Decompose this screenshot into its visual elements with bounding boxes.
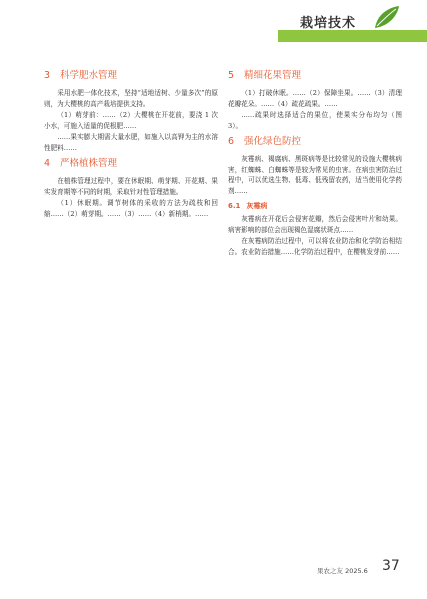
section-heading: 5 精细花果管理: [228, 70, 302, 81]
paragraph: （1）打破休眠。……（2）保障坐果。……（3）清理花瓣花朵。……（4）疏花疏果。……: [228, 89, 402, 108]
subsection-heading: 6.1 灰霉病: [228, 202, 268, 210]
page-header: [0, 0, 427, 58]
paragraph: 采用水肥一体化技术，坚持“适地适树、少量多次”的原则，为大樱桃的高产栽培提供支持。: [44, 89, 218, 108]
paragraph: （1）休眠期。调节树体的采收的方法为疏枝和回缩……（2）萌芽期。……（3）……（4）新梢期。……: [44, 199, 218, 218]
paragraph: ……疏果时选择适合的果位，使果实分布均匀（图 3）。: [228, 111, 402, 130]
paragraph: 灰霉病、褐腐病、黑斑病等是比较常见的设施大樱桃病害，红蜘蛛、白蜘蛛等是较为常见的虫害。在病虫害防治过程中，可以优选生物、低毒、低残留农药，适当使用化学药剂……: [228, 155, 402, 195]
leaf-icon: [372, 4, 402, 30]
section-heading: 4 严格植株管理: [44, 158, 118, 169]
journal-footer: 果农之友 2025.6: [317, 567, 368, 575]
header-accent-band: [278, 30, 427, 42]
right-column: [228, 65, 402, 258]
left-column: [44, 65, 218, 220]
paragraph: 在灰霉病防治过程中，可以将农业防治和化学防治相结合。农业防治措施……化学防治过程中，在樱桃发芽前……: [228, 237, 402, 256]
section-logo: 栽培技术: [300, 16, 357, 31]
paragraph: ……果实膨大期需大量水肥，如施入以高钾为主的水溶性肥料……: [44, 133, 218, 152]
paragraph: （1）萌芽前：……（2）大樱桃在开花前，要浇 1 次小水，可施入适量的促根肥……: [44, 111, 218, 130]
page-number: 37: [382, 558, 400, 574]
section-heading: 6 强化绿色防控: [228, 136, 302, 147]
paragraph: 灰霉病在开花后会侵害花瓣，然后会侵害叶片和幼果。病害影响的部位会出现褐色湿腐状斑点……: [228, 215, 402, 234]
section-heading: 3 科学肥水管理: [44, 70, 118, 81]
paragraph: 在植株管理过程中，要在休眠期、萌芽期、开花期、果实发育期等不同的时期，采取针对性管理措施。: [44, 177, 218, 196]
